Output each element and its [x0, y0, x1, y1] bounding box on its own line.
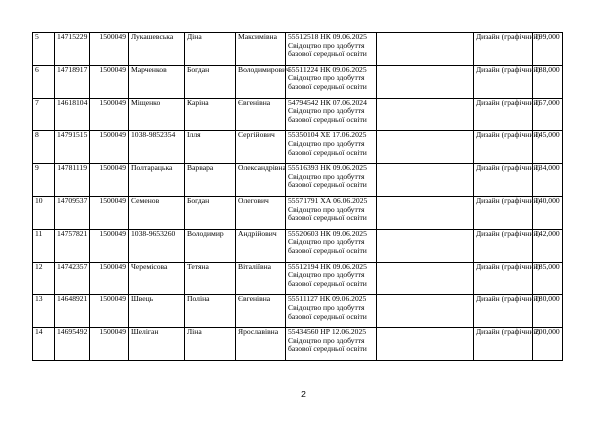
row-number-cell: 5 [33, 33, 55, 66]
institution-code-cell: 1500049 [90, 33, 129, 66]
specialty-cell: Дизайн (графічний) [474, 229, 533, 262]
first-name-cell: Ліна [185, 328, 236, 361]
document-line: базової середньої освіти [288, 49, 367, 59]
table-row [33, 229, 563, 262]
document-line: 55511127 НК 09.06.2025 [288, 294, 367, 304]
score-cell: 134,000 [533, 164, 563, 197]
score-cell: 200,000 [533, 328, 563, 361]
application-id-cell: 14618104 [55, 98, 90, 131]
last-name-cell: Марченков [129, 65, 185, 98]
document-line: Свідоцтво про здобуття [288, 73, 365, 83]
patronymic-cell: Євгенівна [236, 295, 286, 328]
first-name-cell: Богдан [185, 196, 236, 229]
row-number-cell: 10 [33, 196, 55, 229]
table-row [33, 262, 563, 295]
table-row [33, 196, 563, 229]
institution-code-cell: 1500049 [90, 295, 129, 328]
score-cell: 145,000 [533, 131, 563, 164]
institution-code-cell: 1500049 [90, 131, 129, 164]
row-number-cell: 12 [33, 262, 55, 295]
application-id-cell: 14781119 [55, 164, 90, 197]
score-cell: 180,000 [533, 295, 563, 328]
table-row [33, 164, 563, 197]
application-id-cell: 14695492 [55, 328, 90, 361]
document-line: базової середньої освіти [288, 311, 367, 321]
document-line: базової середньої освіти [288, 180, 367, 190]
institution-code-cell: 1500049 [90, 229, 129, 262]
empty-cell [377, 295, 474, 328]
institution-code-cell: 1500049 [90, 98, 129, 131]
document-cell [286, 196, 377, 229]
patronymic-cell: Євгенівна [236, 98, 286, 131]
specialty-cell: Дизайн (графічний) [474, 196, 533, 229]
document-line: 55512518 НК 09.06.2025 [288, 32, 367, 41]
score-cell: 188,000 [533, 65, 563, 98]
row-number-cell: 7 [33, 98, 55, 131]
document-line: базової середньої освіти [288, 147, 367, 157]
specialty-cell: Дизайн (графічний) [474, 262, 533, 295]
patronymic-cell: Володимирович [236, 65, 286, 98]
document-cell [286, 98, 377, 131]
row-number-cell: 13 [33, 295, 55, 328]
first-name-cell: Ілля [185, 131, 236, 164]
application-id-cell: 14757821 [55, 229, 90, 262]
document-line: базової середньої освіти [288, 245, 367, 255]
document-line: Свідоцтво про здобуття [288, 270, 365, 280]
patronymic-cell: Ярославівна [236, 328, 286, 361]
document-cell [286, 295, 377, 328]
document-line: Свідоцтво про здобуття [288, 237, 365, 247]
document-line: 55434560 НР 12.06.2025 [288, 327, 367, 337]
document-cell [286, 65, 377, 98]
document-line: 55520603 НК 09.06.2025 [288, 228, 367, 238]
specialty-cell: Дизайн (графічний) [474, 65, 533, 98]
applicants-table [32, 32, 563, 361]
last-name-cell: Шеліган [129, 328, 185, 361]
document-line: базової середньої освіти [288, 344, 367, 354]
last-name-cell: Полтарацька [129, 164, 185, 197]
empty-cell [377, 328, 474, 361]
patronymic-cell: Сергійович [236, 131, 286, 164]
page-number: 2 [301, 389, 306, 399]
table-row [33, 65, 563, 98]
empty-cell [377, 196, 474, 229]
score-cell: 199,000 [533, 33, 563, 66]
patronymic-cell: Олегович [236, 196, 286, 229]
specialty-cell: Дизайн (графічний) [474, 295, 533, 328]
table-row [33, 131, 563, 164]
document-line: Свідоцтво про здобуття [288, 171, 365, 181]
empty-cell [377, 98, 474, 131]
document-cell [286, 229, 377, 262]
first-name-cell: Каріна [185, 98, 236, 131]
document-line: базової середньої освіти [288, 81, 367, 91]
document-line: Свідоцтво про здобуття [288, 335, 365, 345]
first-name-cell: Поліна [185, 295, 236, 328]
application-id-cell: 14718917 [55, 65, 90, 98]
document-line: 55516393 НК 09.06.2025 [288, 163, 367, 173]
table-row [33, 98, 563, 131]
document-cell [286, 262, 377, 295]
score-cell: 157,000 [533, 98, 563, 131]
institution-code-cell: 1500049 [90, 164, 129, 197]
score-cell: 185,000 [533, 262, 563, 295]
last-name-cell: Міщенко [129, 98, 185, 131]
document-cell [286, 131, 377, 164]
document-line: 55571791 ХА 06.06.2025 [288, 195, 368, 205]
document-line: 54794542 НК 07.06.2024 [288, 97, 367, 107]
last-name-cell: Швець [129, 295, 185, 328]
last-name-cell: 1038-9653260 [129, 229, 185, 262]
institution-code-cell: 1500049 [90, 196, 129, 229]
document-line: Свідоцтво про здобуття [288, 106, 365, 116]
specialty-cell: Дизайн (графічний) [474, 98, 533, 131]
first-name-cell: Варвара [185, 164, 236, 197]
document-line: базової середньої освіти [288, 114, 367, 124]
specialty-cell: Дизайн (графічний) [474, 328, 533, 361]
patronymic-cell: Олександрівна [236, 164, 286, 197]
document-cell [286, 328, 377, 361]
last-name-cell: Лукашевська [129, 33, 185, 66]
specialty-cell: Дизайн (графічний) [474, 131, 533, 164]
institution-code-cell: 1500049 [90, 65, 129, 98]
document-line: базової середньої освіти [288, 213, 367, 223]
row-number-cell: 14 [33, 328, 55, 361]
application-id-cell: 14648921 [55, 295, 90, 328]
document-line: базової середньої освіти [288, 278, 367, 288]
document-line: 55511224 НК 09.06.2025 [288, 64, 367, 74]
empty-cell [377, 65, 474, 98]
document-line: Свідоцтво про здобуття [288, 138, 365, 148]
row-number-cell: 11 [33, 229, 55, 262]
patronymic-cell: Максимівна [236, 33, 286, 66]
patronymic-cell: Віталіївна [236, 262, 286, 295]
application-id-cell: 14709537 [55, 196, 90, 229]
table-body [33, 33, 563, 361]
empty-cell [377, 33, 474, 66]
specialty-cell: Дизайн (графічний) [474, 33, 533, 66]
document-line: 55350104 ХЕ 17.06.2025 [288, 130, 367, 140]
application-id-cell: 14791515 [55, 131, 90, 164]
empty-cell [377, 229, 474, 262]
score-cell: 142,000 [533, 229, 563, 262]
specialty-cell: Дизайн (графічний) [474, 164, 533, 197]
table-row [33, 33, 563, 66]
document-line: Свідоцтво про здобуття [288, 204, 365, 214]
application-id-cell: 14742357 [55, 262, 90, 295]
document-line: Свідоцтво про здобуття [288, 40, 365, 50]
last-name-cell: Черемісова [129, 262, 185, 295]
table-row [33, 295, 563, 328]
row-number-cell: 8 [33, 131, 55, 164]
table-row [33, 328, 563, 361]
row-number-cell: 6 [33, 65, 55, 98]
institution-code-cell: 1500049 [90, 328, 129, 361]
first-name-cell: Тетяна [185, 262, 236, 295]
document-cell [286, 33, 377, 66]
patronymic-cell: Андрійович [236, 229, 286, 262]
document-line: 55512194 НК 09.06.2025 [288, 261, 367, 271]
document-cell [286, 164, 377, 197]
last-name-cell: 1038-9852354 [129, 131, 185, 164]
row-number-cell: 9 [33, 164, 55, 197]
application-id-cell: 14715229 [55, 33, 90, 66]
score-cell: 140,000 [533, 196, 563, 229]
document-line: Свідоцтво про здобуття [288, 302, 365, 312]
first-name-cell: Діна [185, 33, 236, 66]
first-name-cell: Богдан [185, 65, 236, 98]
empty-cell [377, 131, 474, 164]
last-name-cell: Семенов [129, 196, 185, 229]
institution-code-cell: 1500049 [90, 262, 129, 295]
first-name-cell: Володимир [185, 229, 236, 262]
empty-cell [377, 262, 474, 295]
empty-cell [377, 164, 474, 197]
